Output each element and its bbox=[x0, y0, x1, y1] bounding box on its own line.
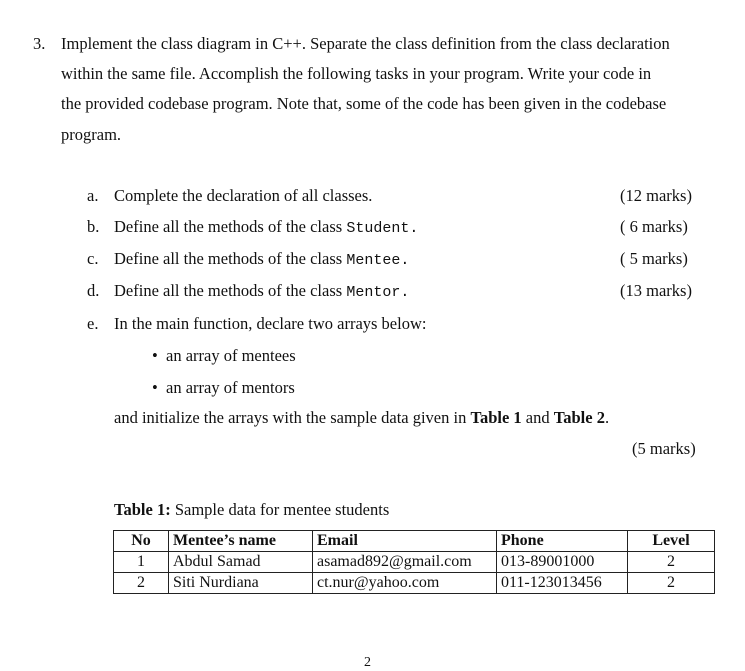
task-b-letter: b. bbox=[87, 217, 100, 236]
cell-phone: 013-89001000 bbox=[497, 552, 628, 573]
question-text-line: program. bbox=[61, 125, 122, 144]
initialize-instruction bbox=[114, 408, 609, 428]
cell-phone: 011-123013456 bbox=[497, 573, 628, 594]
cell-mentee-name: Abdul Samad bbox=[169, 552, 313, 573]
task-b-text bbox=[114, 217, 418, 237]
task-b-marks: ( 6 marks) bbox=[620, 217, 688, 236]
task-d-text bbox=[114, 281, 409, 301]
bullet-icon: • bbox=[152, 346, 158, 365]
task-c-marks: ( 5 marks) bbox=[620, 249, 688, 268]
cell-email: ct.nur@yahoo.com bbox=[313, 573, 497, 594]
question-text-line: Implement the class diagram in C++. Separate the class definition from the class declaration bbox=[61, 34, 670, 53]
cell-no: 1 bbox=[114, 552, 169, 573]
initialize-text: and initialize the arrays with the sample data given in bbox=[114, 408, 471, 427]
table-1-reference: Table 1 bbox=[470, 408, 522, 427]
period: . bbox=[604, 408, 610, 427]
task-e-marks: (5 marks) bbox=[632, 439, 696, 458]
table-2-reference: Table 2 bbox=[553, 408, 605, 427]
table-row bbox=[114, 573, 715, 594]
question-text-line: the provided codebase program. Note that, some of the code has been given in the codebase bbox=[61, 94, 667, 113]
task-c-text bbox=[114, 249, 409, 269]
mentee-table bbox=[113, 530, 715, 594]
question-text-line: within the same file. Accomplish the following tasks in your program. Write your code in bbox=[61, 64, 652, 83]
header-email: Email bbox=[313, 531, 497, 552]
conjunction: and bbox=[521, 408, 554, 427]
task-a-letter: a. bbox=[87, 186, 99, 205]
task-a-marks: (12 marks) bbox=[620, 186, 692, 205]
header-level: Level bbox=[628, 531, 715, 552]
task-d-description: Define all the methods of the class bbox=[114, 281, 347, 300]
task-d-letter: d. bbox=[87, 281, 100, 300]
cell-mentee-name: Siti Nurdiana bbox=[169, 573, 313, 594]
bullet-icon: • bbox=[152, 378, 158, 397]
question-number: 3. bbox=[33, 34, 46, 53]
class-name-mentor: Mentor. bbox=[346, 284, 410, 301]
cell-level: 2 bbox=[628, 552, 715, 573]
table-caption-text: Sample data for mentee students bbox=[170, 500, 390, 519]
header-phone: Phone bbox=[497, 531, 628, 552]
task-e-letter: e. bbox=[87, 314, 99, 333]
page-number: 2 bbox=[364, 655, 371, 670]
task-b-description: Define all the methods of the class bbox=[114, 217, 347, 236]
cell-level: 2 bbox=[628, 573, 715, 594]
table-row bbox=[114, 552, 715, 573]
task-d-marks: (13 marks) bbox=[620, 281, 692, 300]
table-header-row bbox=[114, 531, 715, 552]
task-a-text bbox=[114, 186, 372, 206]
table-caption bbox=[114, 500, 389, 520]
cell-no: 2 bbox=[114, 573, 169, 594]
header-no: No bbox=[114, 531, 169, 552]
task-a-description: Complete the declaration of all classes. bbox=[114, 186, 373, 205]
class-name-student: Student. bbox=[346, 220, 419, 237]
cell-email: asamad892@gmail.com bbox=[313, 552, 497, 573]
header-mentee-name: Mentee’s name bbox=[169, 531, 313, 552]
task-c-letter: c. bbox=[87, 249, 99, 268]
task-e-text: In the main function, declare two arrays below: bbox=[114, 314, 427, 333]
class-name-mentee: Mentee. bbox=[346, 252, 410, 269]
table-caption-label: Table 1: bbox=[114, 500, 171, 519]
task-c-description: Define all the methods of the class bbox=[114, 249, 347, 268]
bullet-mentees: an array of mentees bbox=[166, 346, 296, 365]
bullet-mentors: an array of mentors bbox=[166, 378, 295, 397]
